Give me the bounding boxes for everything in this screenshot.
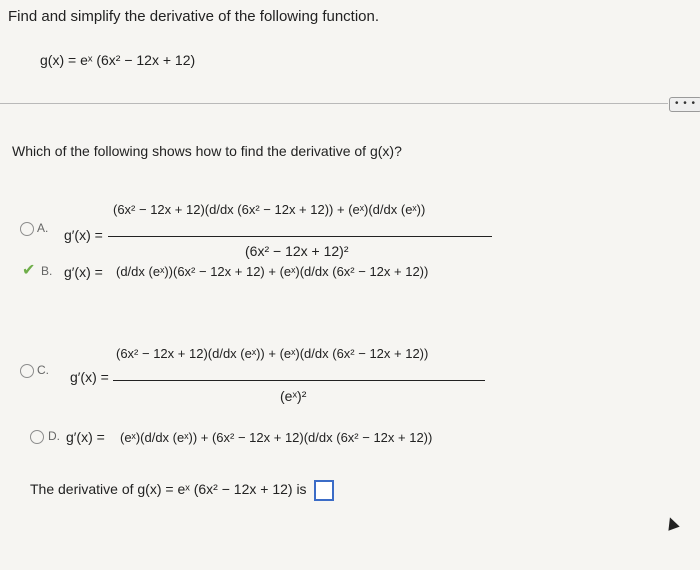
- option-b-letter: B.: [41, 264, 53, 278]
- section-divider: [0, 103, 668, 104]
- option-a-radio[interactable]: [20, 222, 34, 236]
- option-d-letter: D.: [48, 429, 60, 443]
- selected-check-icon: ✔: [22, 262, 36, 279]
- option-a-numerator: (6x² − 12x + 12)(d/dx (6x² − 12x + 12)) + (eˣ)(d/dx (eˣ)): [113, 202, 426, 217]
- more-options-button[interactable]: • • •: [669, 97, 700, 112]
- option-a-letter: A.: [37, 221, 49, 235]
- option-d-radio[interactable]: [30, 430, 44, 444]
- answer-line: [30, 480, 334, 501]
- answer-input[interactable]: [314, 480, 334, 501]
- answer-prefix: The derivative of g(x) = eˣ (6x² − 12x + 12) is: [30, 481, 307, 498]
- option-c-lhs: g′(x) =: [70, 369, 109, 385]
- option-c-numerator: (6x² − 12x + 12)(d/dx (eˣ)) + (eˣ)(d/dx (6x² − 12x + 12)): [116, 346, 429, 361]
- option-b-expression[interactable]: (d/dx (eˣ))(6x² − 12x + 12) + (eˣ)(d/dx (6x² − 12x + 12)): [116, 264, 429, 279]
- option-c-radio[interactable]: [20, 364, 34, 378]
- problem-prompt: Find and simplify the derivative of the following function.: [8, 8, 380, 25]
- option-a-fraction-bar: [108, 236, 492, 237]
- option-a-denominator: (6x² − 12x + 12)²: [245, 243, 349, 259]
- function-definition: g(x) = eˣ (6x² − 12x + 12): [40, 52, 196, 68]
- question-text: Which of the following shows how to find the derivative of g(x)?: [12, 143, 402, 159]
- option-a-lhs: g′(x) =: [64, 227, 103, 243]
- option-b-lhs: g′(x) =: [64, 264, 103, 280]
- option-d-expression[interactable]: (eˣ)(d/dx (eˣ)) + (6x² − 12x + 12)(d/dx (6x² − 12x + 12)): [120, 430, 433, 445]
- option-c-letter: C.: [37, 363, 49, 377]
- option-c-fraction-bar: [113, 380, 485, 381]
- option-c-denominator: (eˣ)²: [280, 388, 307, 404]
- mouse-cursor-icon: [664, 515, 679, 530]
- option-d-lhs: g′(x) =: [66, 429, 105, 445]
